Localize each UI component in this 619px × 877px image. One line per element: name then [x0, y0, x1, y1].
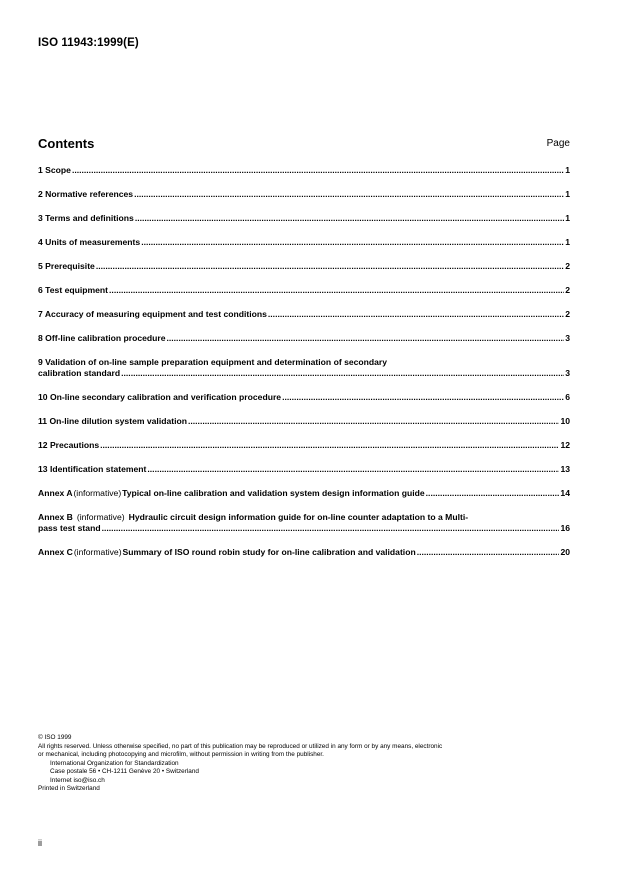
toc-entry-label: 5 Prerequisite — [38, 261, 95, 271]
toc-entry-page: 2 — [565, 261, 570, 271]
annex-title: Hydraulic circuit design information guide for on-line counter adaptation to a Multi- — [128, 512, 469, 522]
toc-entry-accuracy[interactable] — [38, 309, 570, 320]
toc-entry-page: 13 — [560, 464, 570, 474]
rights-statement-line-2: or mechanical, including photocopying and microfilm, without permission in writing from the publisher. — [38, 751, 324, 758]
annex-title: Summary of ISO round robin study for on-line calibration and validation — [122, 547, 416, 557]
toc-entry-prerequisite[interactable] — [38, 261, 570, 272]
toc-entry-label: 4 Units of measurements — [38, 237, 141, 247]
annex-title: Typical on-line calibration and validation system design information guide — [122, 488, 425, 498]
toc-entry-label: 8 Off-line calibration procedure — [38, 333, 166, 343]
toc-entry-online-secondary-calibration[interactable] — [38, 392, 570, 403]
toc-entry-page: 3 — [565, 368, 570, 378]
printed-in: Printed in Switzerland — [38, 785, 100, 792]
toc-entry-label: 13 Identification statement — [38, 464, 147, 474]
toc-entry-label: 2 Normative references — [38, 189, 134, 199]
toc-entry-annex-c[interactable] — [38, 547, 570, 558]
annex-kind: (informative) — [73, 488, 122, 498]
document-id: ISO 11943:1999(E) — [38, 37, 139, 49]
toc-entry-label: 3 Terms and definitions — [38, 213, 134, 223]
toc-entry-page: 1 — [565, 165, 570, 175]
toc-leader-dots — [121, 368, 564, 379]
toc-leader-dots — [417, 547, 560, 558]
toc-entry-label: 6 Test equipment — [38, 285, 109, 295]
toc-entry-page: 16 — [560, 523, 570, 533]
toc-entry-offline-calibration[interactable] — [38, 333, 570, 344]
rights-statement-line-1: All rights reserved. Unless otherwise specified, no part of this publication may be reproduced or utilized in any form or by any means, electronic — [38, 742, 443, 750]
toc-entry-terms-definitions[interactable] — [38, 213, 570, 224]
toc-entry-label: 7 Accuracy of measuring equipment and test conditions — [38, 309, 267, 319]
organization-name: International Organization for Standardization — [50, 759, 179, 767]
toc-entry-page: 6 — [565, 392, 570, 402]
annex-title-continued: pass test stand — [38, 523, 101, 533]
toc-leader-dots — [102, 523, 560, 534]
page-column-label: Page — [546, 138, 570, 149]
toc-entry-annex-b[interactable] — [38, 512, 570, 534]
toc-entry-page: 1 — [565, 237, 570, 247]
toc-entry-identification-statement[interactable] — [38, 464, 570, 475]
toc-entry-page: 3 — [565, 333, 570, 343]
toc-entry-annex-a[interactable] — [38, 488, 570, 499]
toc-entry-validation[interactable] — [38, 357, 570, 379]
contents-heading: Contents — [38, 136, 95, 151]
organization-internet: Internet iso@iso.ch — [50, 776, 105, 784]
toc-entry-dilution-validation[interactable] — [38, 416, 570, 427]
toc-leader-dots — [282, 392, 564, 403]
annex-label: Annex C — [38, 547, 73, 557]
toc-entry-page: 2 — [565, 309, 570, 319]
toc-entry-label: 12 Precautions — [38, 440, 100, 450]
toc-leader-dots — [72, 165, 564, 176]
toc-leader-dots — [426, 488, 560, 499]
toc-entry-units[interactable] — [38, 237, 570, 248]
toc-entry-page: 10 — [560, 416, 570, 426]
toc-leader-dots — [135, 213, 564, 224]
toc-leader-dots — [100, 440, 559, 451]
annex-label: Annex B — [38, 512, 73, 522]
toc-entry-precautions[interactable] — [38, 440, 570, 451]
table-of-contents — [38, 165, 570, 571]
toc-entry-page: 2 — [565, 285, 570, 295]
toc-entry-page: 1 — [565, 189, 570, 199]
copyright-line: © ISO 1999 — [38, 734, 72, 741]
toc-entry-page: 20 — [560, 547, 570, 557]
toc-entry-test-equipment[interactable] — [38, 285, 570, 296]
toc-leader-dots — [147, 464, 559, 475]
toc-leader-dots — [134, 189, 564, 200]
toc-entry-scope[interactable] — [38, 165, 570, 176]
toc-entry-label-continued: calibration standard — [38, 368, 121, 378]
annex-kind: (informative) — [76, 512, 125, 522]
toc-entry-normative-references[interactable] — [38, 189, 570, 200]
toc-leader-dots — [109, 285, 564, 296]
toc-entry-page: 12 — [560, 440, 570, 450]
copyright-notice — [38, 734, 578, 794]
toc-entry-label: 11 On-line dilution system validation — [38, 416, 187, 426]
toc-leader-dots — [141, 237, 564, 248]
annex-kind: (informative) — [73, 547, 122, 557]
toc-entry-label: 10 On-line secondary calibration and verification procedure — [38, 392, 282, 402]
annex-label: Annex A — [38, 488, 73, 498]
toc-entry-page: 1 — [565, 213, 570, 223]
toc-leader-dots — [188, 416, 559, 427]
toc-entry-label: 9 Validation of on-line sample preparation equipment and determination of secondary — [38, 357, 388, 367]
toc-leader-dots — [167, 333, 565, 344]
toc-entry-page: 14 — [560, 488, 570, 498]
toc-leader-dots — [268, 309, 564, 320]
page-number: ii — [38, 838, 42, 848]
toc-leader-dots — [96, 261, 564, 272]
organization-address: Case postale 56 • CH-1211 Genève 20 • Switzerland — [50, 768, 199, 775]
toc-entry-label: 1 Scope — [38, 165, 71, 175]
